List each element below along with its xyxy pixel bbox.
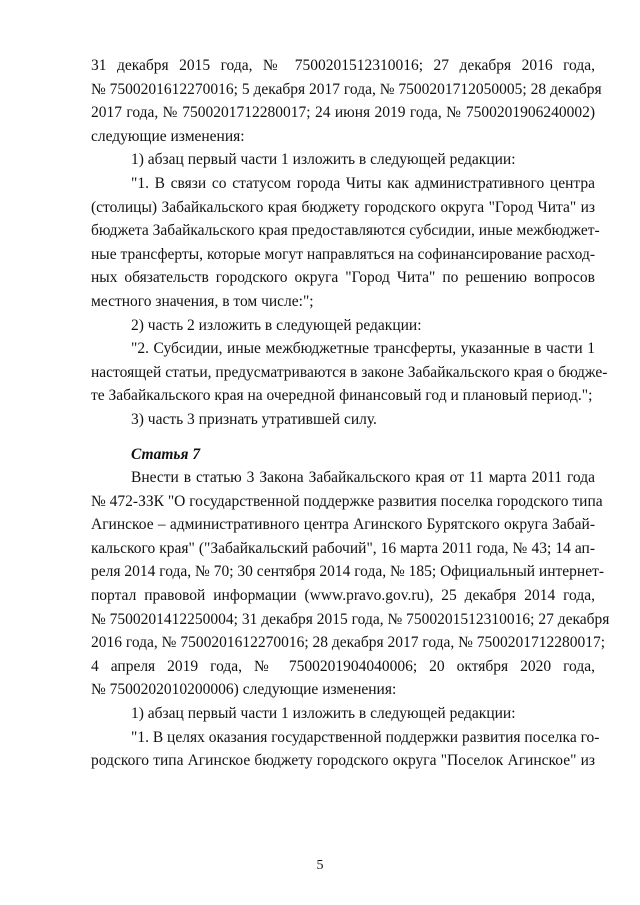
text-line: 31 декабря 2015 года, № 7500201512310016; 27 декабря 2016 года, [91,57,595,74]
text-line: кальского края" ("Забайкальский рабочий", 16 марта 2011 года, № 43; 14 ап- [91,539,595,557]
text-line: родского типа Агинское бюджету городского округа "Поселок Агинское" из [91,752,595,770]
text-line: те Забайкальского края на очередной финансовый год и плановый период."; [91,387,593,405]
text-line: 1) абзац первый части 1 изложить в следующей редакции: [131,151,516,169]
text-line: ные трансферты, которые могут направляться на софинансирование расход- [91,245,595,263]
text-line: 2017 года, № 7500201712280017; 24 июня 2019 года, № 7500201906240002) [91,104,595,122]
text-line: следующие изменения: [91,127,245,145]
text-line: ных обязательств городского округа "Город Чита" по решению вопросов [91,269,595,287]
article-heading: Статья 7 [131,445,201,463]
text-line: местного значения, в том числе:"; [91,292,314,310]
text-line: 1) абзац первый части 1 изложить в следующей редакции: [131,705,516,723]
text-line: бюджета Забайкальского края предоставляются субсидии, иные межбюджет- [91,222,600,240]
paragraph-gap [91,432,595,443]
page-number: 5 [316,858,324,873]
text-line: настоящей статьи, предусматриваются в законе Забайкальского края о бюдже- [91,363,608,381]
text-line: 4 апреля 2019 года, № 7500201904040006; 20 октября 2020 года, [91,657,595,675]
text-line: реля 2014 года, № 70; 30 сентября 2014 года, № 185; Официальный интернет- [91,563,605,581]
text-line: Внести в статью 3 Закона Забайкальского края от 11 марта 2011 года [131,469,595,487]
text-line: "1. В целях оказания государственной поддержки развития поселка го- [131,728,600,746]
text-line: 3) часть 3 признать утратившей силу. [131,410,377,428]
text-line: № 7500201412250004; 31 декабря 2015 года, № 7500201512310016; 27 декабря [91,610,610,628]
text-line: "1. В связи со статусом города Читы как административного центра [131,174,595,192]
text-line: (столицы) Забайкальского края бюджету городского округа "Город Чита" из [91,198,595,216]
document-page [91,54,610,773]
text-line: "2. Субсидии, иные межбюджетные трансферты, указанные в части 1 [131,340,595,358]
text-line: портал правовой информации (www.pravo.gov.ru), 25 декабря 2014 года, [91,587,595,605]
text-line: № 7500201612270016; 5 декабря 2017 года, № 7500201712050005; 28 декабря [91,80,602,98]
text-line: № 7500202010200006) следующие изменения: [91,681,397,699]
text-line: Агинское – административного центра Агинского Бурятского округа Забай- [91,516,595,534]
text-line: 2016 года, № 7500201612270016; 28 декабря 2017 года, № 7500201712280017; [91,634,606,652]
text-line: № 472-ЗЗК "О государственной поддержке развития поселка городского типа [91,492,603,510]
text-line: 2) часть 2 изложить в следующей редакции: [131,316,422,334]
